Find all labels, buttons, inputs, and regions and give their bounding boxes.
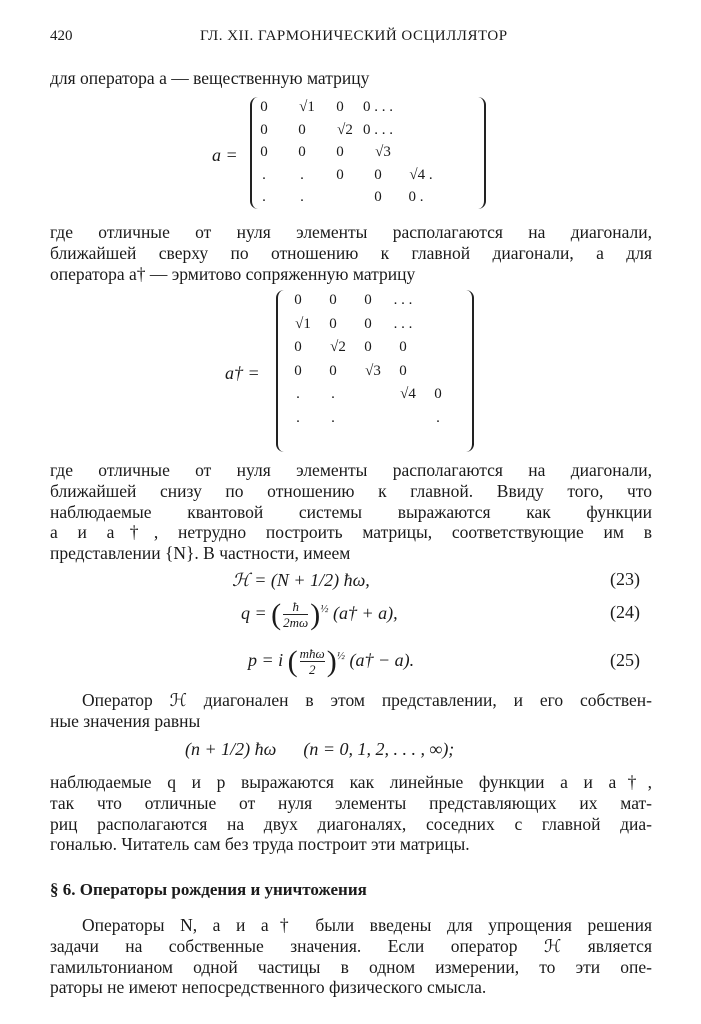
- eq24-numerator: ħ: [292, 599, 299, 615]
- eigenvalue-equation: (n + 1/2) ħω (n = 0, 1, 2, . . . , ∞);: [185, 739, 455, 759]
- matrix-cell: 0 . . .: [363, 121, 393, 138]
- matrix-cell: 0: [329, 315, 337, 332]
- para4-line: наблюдаемые q и p выражаются как линейные функции a и a†,: [50, 772, 652, 792]
- matrix-cell: √4: [400, 386, 416, 402]
- eq24-exponent: ½: [320, 603, 329, 615]
- para5-line: задачи на собственные значения. Если оператор ℋ является: [50, 935, 652, 956]
- matrix-cell: 0 .: [408, 189, 424, 205]
- matrix-cell: 0: [260, 144, 268, 160]
- matrix-cell: .: [262, 166, 266, 183]
- equation-number-24: (24): [610, 602, 640, 622]
- matrix-cell: 0: [364, 339, 372, 355]
- running-title: ГЛ. XII. ГАРМОНИЧЕСКИЙ ОСЦИЛЛЯТОР: [200, 28, 508, 44]
- matrix-cell: 0: [298, 144, 306, 160]
- para2-line: наблюдаемые квантовой системы выражаются как функции: [50, 501, 652, 522]
- matrix-cell: √4 .: [409, 166, 433, 183]
- matrix-cell: 0: [336, 144, 344, 160]
- matrix-cell: √1: [299, 99, 315, 115]
- matrix-cell: 0: [260, 99, 268, 115]
- matrix-adag: [276, 290, 474, 452]
- section-heading: § 6. Операторы рождения и уничтожения: [50, 880, 367, 899]
- equation-24: q = ( $\frac{ħ}{2m\omega}$ )$^{\frac{1}{2}}$ (a† + a),: [241, 597, 398, 631]
- para1-line: оператора a† — эрмитово сопряженную матрицу: [50, 263, 416, 284]
- matrix-cell: 0: [336, 166, 344, 183]
- matrix-a: [250, 97, 486, 209]
- eq24-denominator: 2mω: [283, 615, 309, 631]
- matrix-cell: 0: [298, 121, 306, 138]
- matrix-cell: .: [296, 386, 300, 402]
- equation-23: ℋ = (N + 1/2) ħω,: [232, 570, 370, 590]
- matrix-cell: 0: [434, 386, 442, 402]
- para3-line: ные значения равны: [50, 710, 201, 731]
- para2-line: ближайшей снизу по отношению к главной. Ввиду того, что: [50, 480, 652, 501]
- para5-line: раторы не имеют непосредственного физического смысла.: [50, 977, 487, 998]
- matrix-cell: . . .: [393, 315, 413, 332]
- matrix-cell: 0: [329, 292, 337, 308]
- matrix-cell: .: [262, 189, 266, 205]
- para5-line: гамильтонианом одной частицы в одном измерении, то эти опе-: [50, 956, 652, 977]
- matrix-adag-label: a† =: [225, 363, 260, 383]
- matrix-cell: 0: [399, 339, 407, 355]
- equation-number-23: (23): [610, 569, 640, 589]
- matrix-cell: 0: [364, 315, 372, 332]
- matrix-cell: 0: [260, 121, 268, 138]
- eq25-rhs: (a† − a).: [349, 650, 415, 670]
- matrix-cell: 0: [336, 99, 344, 115]
- para2-line: a и a†, нетрудно построить матрицы, соответствующие им в: [50, 522, 652, 543]
- matrix-cell: .: [331, 386, 335, 402]
- equation-number-25: (25): [610, 650, 640, 670]
- matrix-cell: 0: [364, 292, 372, 308]
- eq25-exponent: ½: [336, 650, 345, 662]
- eq25-lhs: p = i: [248, 650, 284, 670]
- equation-25: p = i ( $\frac{\text{mħω}}{2}$ )$^{\frac{1}{2}}$ (a† − a).: [248, 644, 415, 678]
- para4-line: риц располагаются на двух диагоналях, соседних с главной диа-: [50, 813, 652, 834]
- matrix-cell: 0: [294, 339, 302, 355]
- matrix-a-label: a =: [212, 145, 238, 165]
- para4-line: так что отличные от нуля элементы представляющих их мат-: [50, 792, 652, 813]
- matrix-cell: .: [471, 433, 475, 449]
- matrix-cell: 0: [374, 166, 382, 183]
- matrix-cell: . . .: [393, 292, 413, 308]
- matrix-cell: .: [296, 409, 300, 426]
- matrix-cell: 0: [294, 292, 302, 308]
- eq24-lhs: q =: [241, 603, 267, 623]
- matrix-cell: √3: [365, 362, 381, 379]
- intro-line: для оператора a — вещественную матрицу: [50, 68, 370, 88]
- matrix-cell: 0: [294, 362, 302, 379]
- para2-line: где отличные от нуля элементы располагаются на диагонали,: [50, 460, 652, 480]
- para4-line: гональю. Читатель сам без труда построит эти матрицы.: [50, 834, 470, 855]
- matrix-cell: √2: [330, 339, 346, 355]
- eq25-numerator: mħω: [299, 646, 325, 662]
- para2-line: представлении {N}. В частности, имеем: [50, 543, 351, 564]
- matrix-cell: .: [331, 409, 335, 426]
- matrix-cell: √2: [337, 121, 353, 138]
- matrix-cell: √3: [375, 144, 391, 160]
- eq25-denominator: 2: [300, 661, 325, 677]
- eq24-rhs: (a† + a),: [332, 603, 398, 623]
- matrix-cell: .: [300, 166, 304, 183]
- matrix-cell: .: [436, 409, 440, 426]
- matrix-cell: 0: [399, 362, 407, 379]
- matrix-cell: √1: [295, 315, 311, 332]
- para1-line: ближайшей сверху по отношению к главной диагонали, а для: [50, 242, 652, 263]
- matrix-cell: .: [300, 189, 304, 205]
- para3-line: Оператор ℋ диагонален в этом представлении, и его собствен-: [82, 690, 652, 710]
- page-number: 420: [50, 28, 73, 44]
- matrix-cell: 0 . . .: [363, 99, 393, 115]
- para5-line: Операторы N, a и a† были введены для упрощения решения: [82, 915, 652, 935]
- matrix-cell: 0: [329, 362, 337, 379]
- matrix-cell: 0: [374, 189, 382, 205]
- para1-line: где отличные от нуля элементы располагаются на диагонали,: [50, 222, 652, 242]
